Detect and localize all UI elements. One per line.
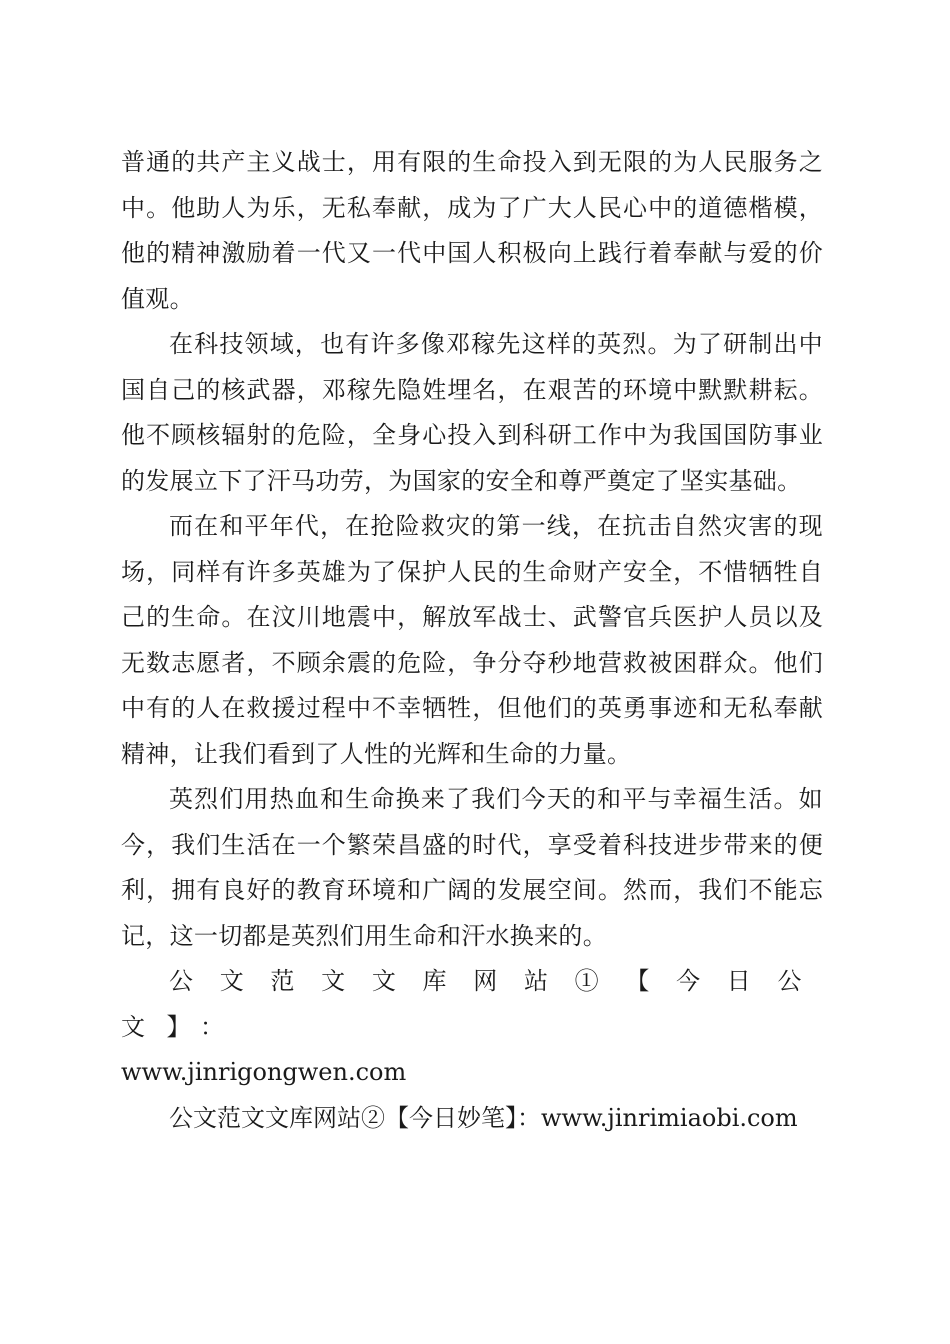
site-link-2-label: 公文范文文库网站②【今日妙笔】： bbox=[169, 1103, 541, 1132]
site-link-2-url[interactable]: www.jinrimiaobi.com bbox=[541, 1103, 798, 1132]
site-link-1-url[interactable]: www.jinrigongwen.com bbox=[121, 1058, 407, 1086]
site-link-1-label: 公文范文文库网站①【今日公文】： bbox=[121, 967, 823, 1041]
site-link-line-1 bbox=[121, 959, 823, 1096]
document-body bbox=[121, 140, 823, 1141]
paragraph-peaceful-life: 英烈们用热血和生命换来了我们今天的和平与幸福生活。如今，我们生活在一个繁荣昌盛的时代，享受着科技进步带来的便利，拥有良好的教育环境和广阔的发展空间。然而，我们不能忘记，这一切都是英烈们用生命和汗水换来的。 bbox=[121, 785, 823, 950]
paragraph-continuation: 普通的共产主义战士，用有限的生命投入到无限的为人民服务之中。他助人为乐，无私奉献，成为了广大人民心中的道德楷模，他的精神激励着一代又一代中国人积极向上践行着奉献与爱的价值观。 bbox=[121, 148, 823, 313]
paragraph-disaster-relief: 而在和平年代，在抢险救灾的第一线，在抗击自然灾害的现场，同样有许多英雄为了保护人民的生命财产安全，不惜牺牲自己的生命。在汶川地震中，解放军战士、武警官兵医护人员以及无数志愿者，不顾余震的危险，争分夺秒地营救被困群众。他们中有的人在救援过程中不幸牺牲，但他们的英勇事迹和无私奉献精神，让我们看到了人性的光辉和生命的力量。 bbox=[121, 512, 823, 768]
paragraph-science-heroes: 在科技领域，也有许多像邓稼先这样的英烈。为了研制出中国自己的核武器，邓稼先隐姓埋名，在艰苦的环境中默默耕耘。他不顾核辐射的危险，全身心投入到科研工作中为我国国防事业的发展立下了汗马功劳，为国家的安全和尊严奠定了坚实基础。 bbox=[121, 330, 823, 495]
site-link-line-2 bbox=[121, 1096, 823, 1142]
